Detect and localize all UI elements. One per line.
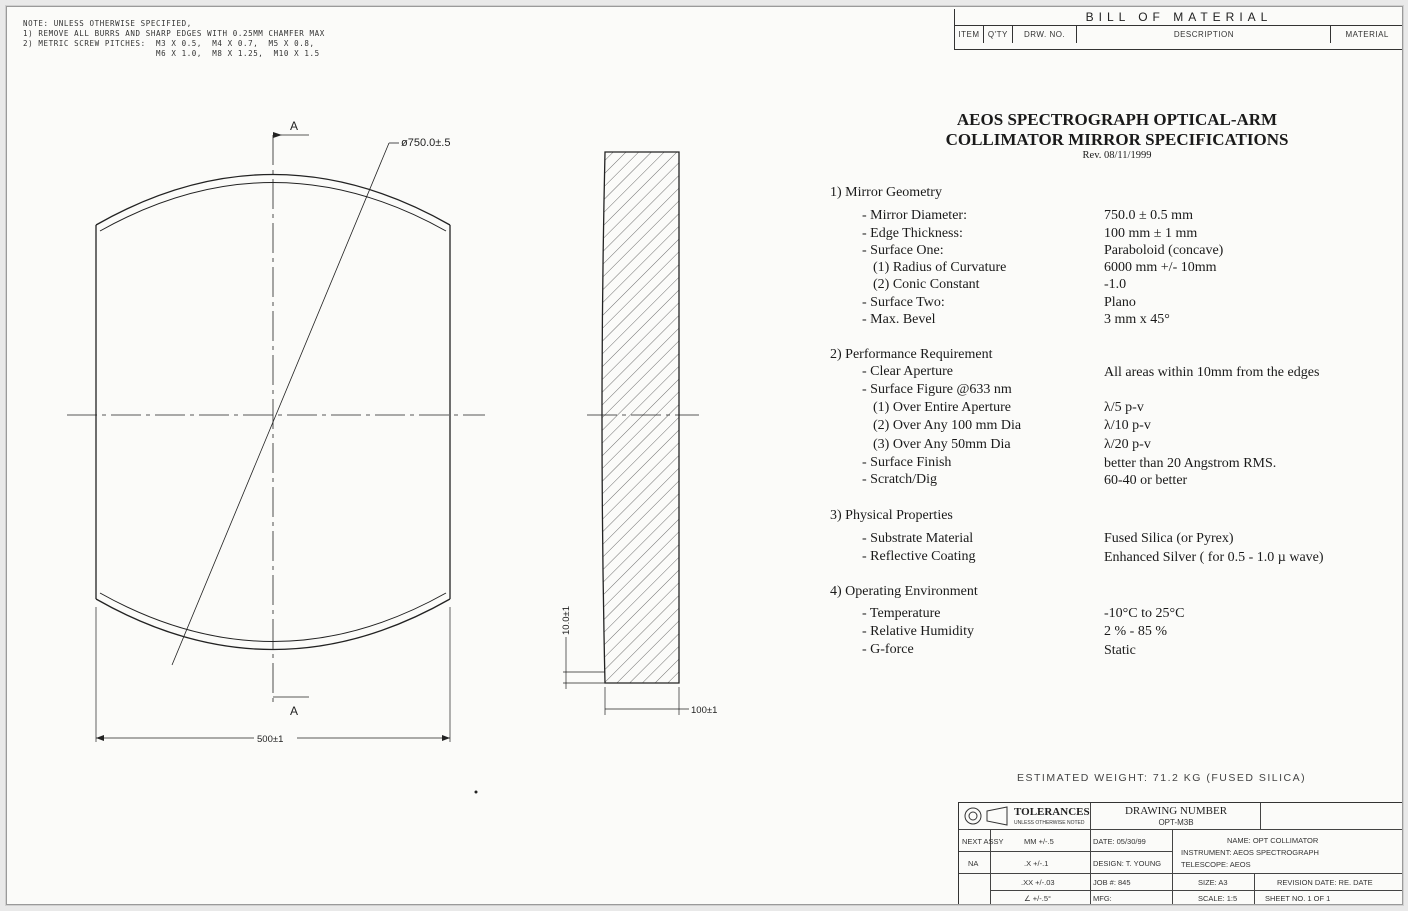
spec-value: 750.0 ± 0.5 mm <box>1104 208 1193 223</box>
tolerances-cell <box>959 803 1091 830</box>
job-number: JOB #: 845 <box>1093 878 1131 887</box>
na-value: NA <box>968 859 979 868</box>
spec-value: λ/10 p-v <box>1104 418 1151 433</box>
na-cell <box>959 852 991 874</box>
edge-dimension: 10.0±1 <box>561 606 572 635</box>
spec-value: Plano <box>1104 295 1136 310</box>
diameter-dimension: ø750.0±.5 <box>401 137 451 149</box>
part-name: NAME: OPT COLLIMATOR <box>1227 836 1319 845</box>
projection-symbol-icon <box>963 805 1015 829</box>
note-line: 1) REMOVE ALL BURRS AND SHARP EDGES WITH 0.25MM CHAMFER MAX <box>23 29 325 38</box>
tol-angle: ∠ +/-.5° <box>1024 894 1052 903</box>
date: DATE: 05/30/99 <box>1093 837 1146 846</box>
tol-mm-cell <box>991 830 1091 852</box>
spec-label: - Edge Thickness: <box>862 226 963 241</box>
spec-label: - Temperature <box>862 606 941 621</box>
next-assy-label: NEXT ASSY <box>962 837 1004 846</box>
spec-value: Enhanced Silver ( for 0.5 - 1.0 µ wave) <box>1104 550 1324 565</box>
size-cell <box>1173 874 1255 891</box>
tol-xx: .XX +/-.03 <box>1021 878 1055 887</box>
spec-value: Fused Silica (or Pyrex) <box>1104 531 1234 546</box>
spec-title-line2: COLLIMATOR MIRROR SPECIFICATIONS <box>945 130 1289 149</box>
drawing-number: OPT-M3B <box>1158 818 1194 827</box>
spec-value: 100 mm ± 1 mm <box>1104 226 1198 241</box>
spec-label: (2) Over Any 100 mm Dia <box>873 418 1022 433</box>
bom-header-row <box>955 26 1403 43</box>
spec-value: -10°C to 25°C <box>1104 606 1185 621</box>
spec-value: better than 20 Angstrom RMS. <box>1104 456 1277 471</box>
spec-label: (1) Over Entire Aperture <box>873 400 1011 415</box>
bom-col-drw: DRW. NO. <box>1013 26 1078 43</box>
spec-label: - Substrate Material <box>862 531 974 546</box>
side-section-view <box>563 152 699 715</box>
note-line: M6 X 1.0, M8 X 1.25, M10 X 1.5 <box>23 49 320 58</box>
tol-xx-cell <box>991 874 1091 891</box>
spec-label: - Surface Finish <box>862 455 952 470</box>
bom-col-material: MATERIAL <box>1345 30 1389 39</box>
bom-title: BILL OF MATERIAL <box>955 9 1403 26</box>
tol-x-cell <box>991 852 1091 874</box>
arrow-head <box>96 735 104 741</box>
estimated-weight: ESTIMATED WEIGHT: 71.2 KG (FUSED SILICA) <box>1017 772 1307 784</box>
spec-label: - Surface Two: <box>862 295 945 310</box>
spec-value: 3 mm x 45° <box>1104 312 1170 327</box>
spec-label: - Scratch/Dig <box>862 472 938 487</box>
bom-col-item: ITEM <box>955 26 984 43</box>
section-body <box>602 152 679 683</box>
spec-value: 6000 mm +/- 10mm <box>1104 260 1217 275</box>
bill-of-material <box>954 9 1403 50</box>
spec-label: (2) Conic Constant <box>873 277 980 292</box>
spec-label: - G-force <box>862 642 914 657</box>
front-view <box>67 135 485 742</box>
section-heading: 1) Mirror Geometry <box>830 185 942 200</box>
mfg: MFG: <box>1093 894 1112 903</box>
section-label-top: A <box>290 119 299 133</box>
telescope: TELESCOPE: AEOS <box>1181 860 1251 869</box>
spec-value: 2 % - 85 % <box>1104 624 1167 639</box>
scale-cell <box>1173 891 1255 905</box>
bom-col-description: DESCRIPTION <box>1077 26 1331 43</box>
arrow-head <box>273 132 282 138</box>
revision-date: REVISION DATE: RE. DATE <box>1277 878 1373 887</box>
section-heading: 4) Operating Environment <box>830 584 978 599</box>
section-heading: 3) Physical Properties <box>830 508 953 523</box>
designer: DESIGN: T. YOUNG <box>1093 859 1162 868</box>
spec-label: (3) Over Any 50mm Dia <box>873 437 1011 452</box>
section-heading: 2) Performance Requirement <box>830 347 993 362</box>
spec-label: - Relative Humidity <box>862 624 974 639</box>
design-cell <box>1091 852 1173 874</box>
date-cell <box>1091 830 1173 852</box>
spec-value: Static <box>1104 643 1136 658</box>
spec-title <box>887 110 1347 150</box>
scale: SCALE: 1:5 <box>1198 894 1238 903</box>
tol-mm: MM +/-.5 <box>1024 837 1054 846</box>
spec-title-line1: AEOS SPECTROGRAPH OPTICAL-ARM <box>956 110 1278 129</box>
spec-label: - Max. Bevel <box>862 312 936 327</box>
note-line: 2) METRIC SCREW PITCHES: M3 X 0.5, M4 X 0.7, M5 X 0.8, <box>23 39 315 48</box>
speck <box>475 791 478 794</box>
blank-cell <box>1261 803 1403 830</box>
spec-label: - Surface One: <box>862 243 944 258</box>
spec-label: - Surface Figure @633 nm <box>862 382 1012 397</box>
drawing-number-label: DRAWING NUMBER <box>1124 805 1228 817</box>
blank-cell <box>959 874 991 905</box>
name-cell <box>1173 830 1403 874</box>
spec-label: (1) Radius of Curvature <box>873 260 1007 275</box>
arrow-head <box>442 735 450 741</box>
spec-value: -1.0 <box>1104 277 1127 292</box>
thickness-dimension: 100±1 <box>691 705 718 716</box>
spec-label: - Mirror Diameter: <box>862 208 967 223</box>
tolerances-label: TOLERANCES <box>1014 806 1090 818</box>
diameter-line <box>172 143 389 665</box>
spec-value: Paraboloid (concave) <box>1104 243 1224 258</box>
spec-value: λ/20 p-v <box>1104 437 1151 452</box>
width-dimension: 500±1 <box>257 734 284 745</box>
instrument: INSTRUMENT: AEOS SPECTROGRAPH <box>1181 848 1319 857</box>
mfg-cell <box>1091 891 1173 905</box>
sheet-size: SIZE: A3 <box>1198 878 1228 887</box>
drawing-number-cell <box>1091 803 1261 830</box>
revision-cell <box>1255 874 1403 891</box>
next-assy-cell <box>959 830 1004 852</box>
spec-value: All areas within 10mm from the edges <box>1104 365 1320 380</box>
section-label-bottom: A <box>290 704 299 718</box>
spec-label: - Reflective Coating <box>862 549 976 564</box>
spec-value: λ/5 p-v <box>1104 400 1144 415</box>
tol-angle-cell <box>991 891 1091 905</box>
bom-col-qty: Q'TY <box>984 26 1013 43</box>
sheet-number: SHEET NO. 1 OF 1 <box>1265 894 1331 903</box>
job-cell <box>1091 874 1173 891</box>
title-block <box>958 802 1403 905</box>
drawing-sheet <box>6 6 1403 905</box>
tol-x: .X +/-.1 <box>1024 859 1049 868</box>
sheet-cell <box>1255 891 1403 905</box>
note-line: NOTE: UNLESS OTHERWISE SPECIFIED, <box>23 19 192 28</box>
spec-revision: Rev. 08/11/1999 <box>1082 150 1152 161</box>
spec-value: 60-40 or better <box>1104 473 1188 488</box>
mirror-drawing <box>7 7 947 904</box>
tolerances-sub: UNLESS OTHERWISE NOTED <box>1014 820 1085 826</box>
spec-label: - Clear Aperture <box>862 364 953 379</box>
